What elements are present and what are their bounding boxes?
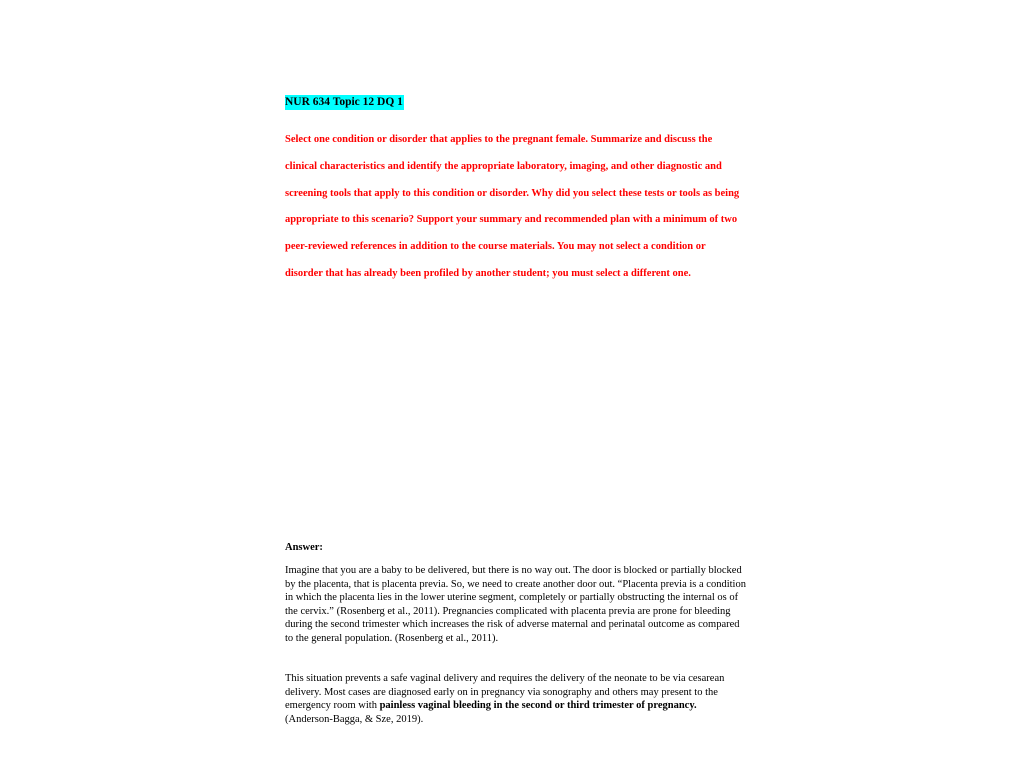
answer-label: Answer:: [285, 542, 323, 553]
document-title: NUR 634 Topic 12 DQ 1: [285, 96, 403, 108]
answer-paragraph-2: [285, 672, 747, 726]
discussion-prompt: Select one condition or disorder that applies to the pregnant female. Summarize and discuss the clinical characteristics and identify the appropriate laboratory, imaging, and other diagnostic and screening tools that apply to this condition or disorder. Why did you select these tests or tools as being appropriate to this scenario? Support your summary and recommended plan with a minimum of two peer-reviewed references in addition to the course materials. You may not select a condition or disorder that has already been profiled by another student; you must select a different one.: [285, 134, 740, 279]
paragraph-2-text-end: (Anderson-Bagga, & Sze, 2019).: [285, 713, 424, 725]
answer-paragraph-1: Imagine that you are a baby to be delivered, but there is no way out. The door is blocked or partially blocked by the placenta, that is placenta previa. So, we need to create another door out. “Placenta previa is a condition in which the placenta lies in the lower uterine segment, completely or partially obstructing the internal os of the cervix.” (Rosenberg et al., 2011). Pregnancies complicated with placenta previa are prone for bleeding during the second trimester which increases the risk of adverse maternal and perinatal outcome as compared to the general population. (Rosenberg et al., 2011).: [285, 565, 746, 644]
paragraph-2-bold-text: painless vaginal bleeding in the second or third trimester of pregnancy.: [379, 700, 697, 712]
paragraph-2-text-start: This situation prevents a safe vaginal delivery and requires the delivery of the neonate to be via cesarean delivery. Most cases are diagnosed early on in pregnancy via sonography and others may present to the emergency room with: [285, 673, 725, 712]
